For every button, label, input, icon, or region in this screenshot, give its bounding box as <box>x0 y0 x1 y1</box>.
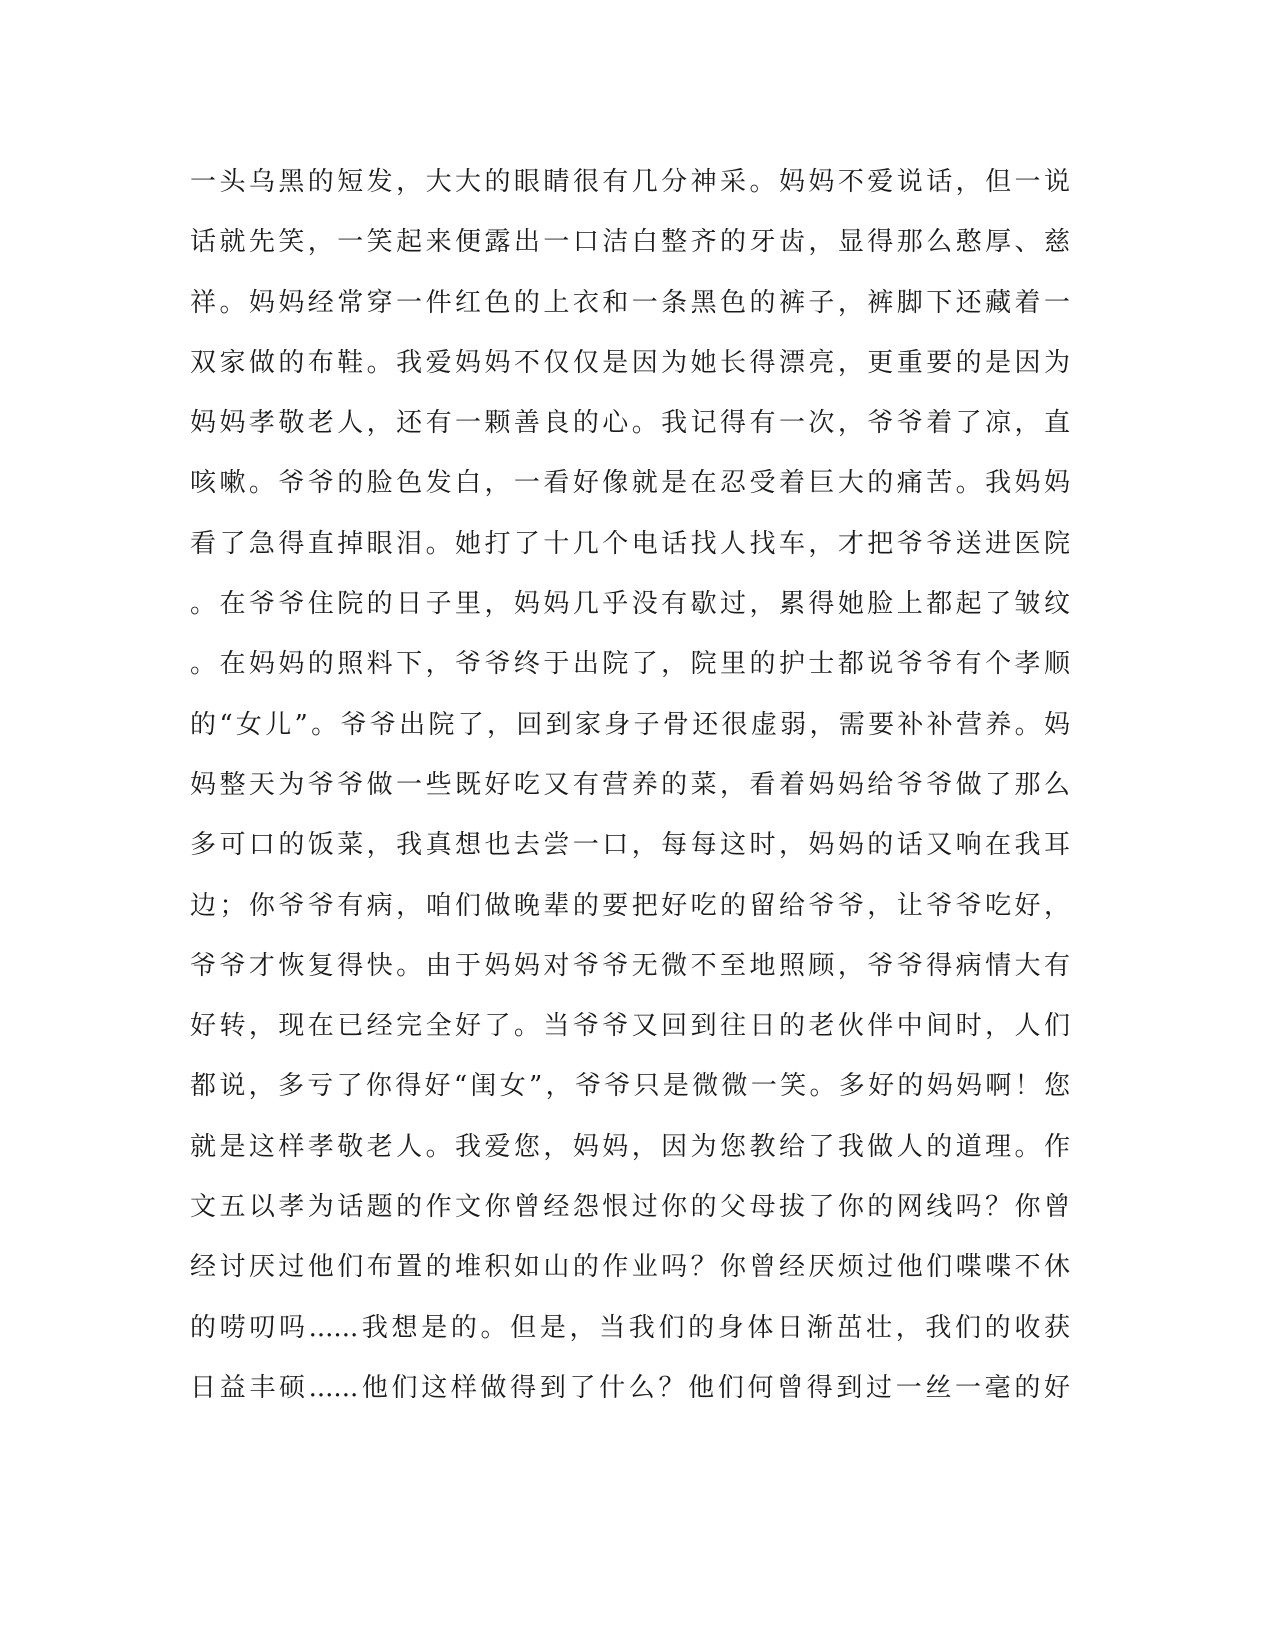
text-line: 一头乌黑的短发，大大的眼睛很有几分神采。妈妈不爱说话，但一说 <box>190 167 1070 197</box>
text-line: 好转，现在已经完全好了。当爷爷又回到往日的老伙伴中间时，人们 <box>190 1011 1070 1042</box>
text-line: 咳嗽。爷爷的脸色发白，一看好像就是在忍受着巨大的痛苦。我妈妈 <box>190 468 1070 499</box>
text-line: 经讨厌过他们布置的堆积如山的作业吗？你曾经厌烦过他们喋喋不休 <box>190 1252 1070 1283</box>
text-line: 。在妈妈的照料下，爷爷终于出院了，院里的护士都说爷爷有个孝顺 <box>190 649 1070 680</box>
text-line: 双家做的布鞋。我爱妈妈不仅仅是因为她长得漂亮，更重要的是因为 <box>190 347 1070 378</box>
text-line: 多可口的饭菜，我真想也去尝一口，每每这时，妈妈的话又响在我耳 <box>190 830 1070 861</box>
essay-body <box>190 163 1070 1429</box>
text-line: 日益丰硕......他们这样做得到了什么？他们何曾得到过一丝一毫的好 <box>190 1372 1070 1403</box>
text-line: 看了急得直掉眼泪。她打了十几个电话找人找车，才把爷爷送进医院 <box>190 528 1070 559</box>
text-line: 都说，多亏了你得好“闺女”，爷爷只是微微一笑。多好的妈妈啊！您 <box>190 1071 1070 1102</box>
text-line: 爷爷才恢复得快。由于妈妈对爷爷无微不至地照顾，爷爷得病情大有 <box>190 950 1070 981</box>
text-line: 。在爷爷住院的日子里，妈妈几乎没有歇过，累得她脸上都起了皱纹 <box>190 589 1070 620</box>
text-line: 的“女儿”。爷爷出院了，回到家身子骨还很虚弱，需要补补营养。妈 <box>190 709 1070 740</box>
text-line: 边；你爷爷有病，咱们做晚辈的要把好吃的留给爷爷，让爷爷吃好， <box>190 890 1070 921</box>
text-line: 话就先笑，一笑起来便露出一口洁白整齐的牙齿，显得那么憨厚、慈 <box>190 227 1070 258</box>
text-line: 文五以孝为话题的作文你曾经怨恨过你的父母拔了你的网线吗？你曾 <box>190 1192 1070 1223</box>
text-line: 的唠叨吗......我想是的。但是，当我们的身体日渐茁壮，我们的收获 <box>190 1312 1070 1343</box>
text-line: 妈妈孝敬老人，还有一颗善良的心。我记得有一次，爷爷着了凉，直 <box>190 408 1070 439</box>
text-line: 祥。妈妈经常穿一件红色的上衣和一条黑色的裤子，裤脚下还藏着一 <box>190 287 1070 318</box>
text-line: 妈整天为爷爷做一些既好吃又有营养的菜，看着妈妈给爷爷做了那么 <box>190 769 1070 800</box>
text-line: 就是这样孝敬老人。我爱您，妈妈，因为您教给了我做人的道理。作 <box>190 1131 1070 1162</box>
